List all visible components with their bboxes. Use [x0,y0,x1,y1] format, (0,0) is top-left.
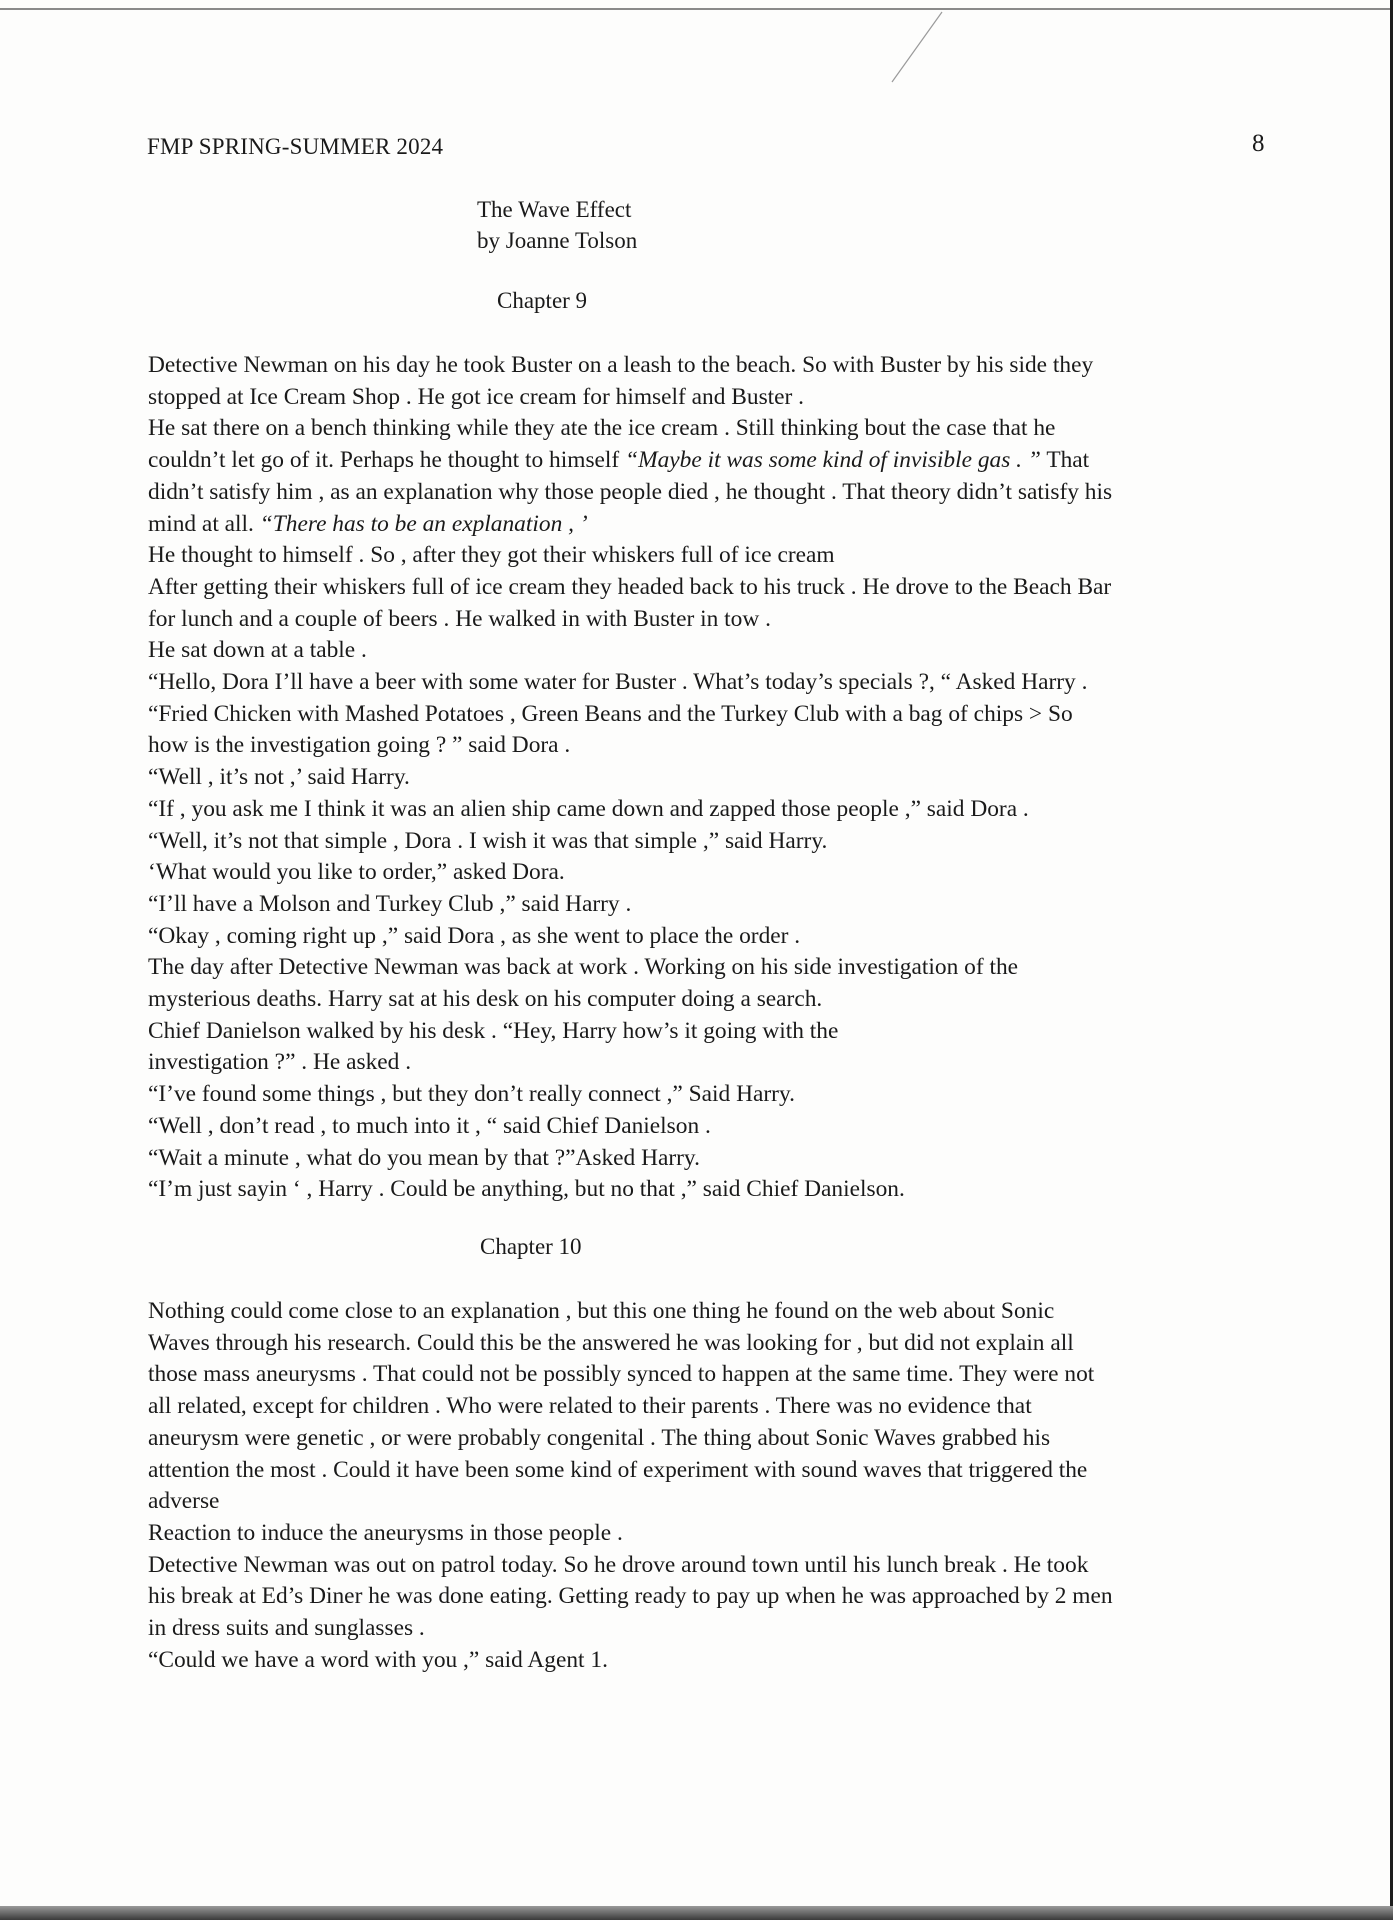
text-line: “I’m just sayin ‘ , Harry . Could be anything, but no that ,” said Chief Danielson. [148,1176,905,1203]
text-line: The day after Detective Newman was back at work . Working on his side investigation of the [148,954,1019,981]
story-title: The Wave Effect [477,197,632,222]
text-line: Detective Newman was out on patrol today. So he drove around town until his lunch break . He took [148,1551,1089,1578]
text-line: all related, except for children . Who were related to their parents . There was no evidence that [148,1393,1032,1420]
text-line: “If , you ask me I think it was an alien ship came down and zapped those people ,” said Dora . [148,795,1029,822]
chapter-9-text [148,350,1288,1206]
text-line: He sat down at a table . [148,637,367,664]
text-line: adverse [148,1488,220,1515]
text-line: Waves through his research. Could this be the answered he was looking for , but did not explain all [148,1329,1074,1356]
text-line: for lunch and a couple of beers . He walked in with Buster in tow . [148,605,771,632]
text-line: attention the most . Could it have been some kind of experiment with sound waves that triggered the [148,1456,1088,1483]
chapter-10-text [148,1296,1288,1676]
text-line: ‘What would you like to order,” asked Dora. [148,859,565,886]
italic-thought: “There has to be an explanation , ’ [259,510,588,537]
text-line: Reaction to induce the aneurysms in those people . [148,1519,623,1546]
text-line: investigation ?” . He asked . [148,1049,412,1076]
text-line: “I’ve found some things , but they don’t really connect ,” Said Harry. [148,1081,795,1108]
text-line [148,509,1288,541]
text-line: in dress suits and sunglasses . [148,1615,425,1642]
byline: by Joanne Tolson [477,228,638,253]
text-line: “Well , don’t read , to much into it , “ said Chief Danielson . [148,1112,711,1139]
text-line: “I’ll have a Molson and Turkey Club ,” said Harry . [148,890,632,917]
text-line: stopped at Ice Cream Shop . He got ice cream for himself and Buster . [148,383,805,410]
running-header: FMP SPRING-SUMMER 2024 [147,134,444,159]
text-line: “Hello, Dora I’ll have a beer with some water for Buster . What’s today’s specials ?, “ Asked Harry . [148,669,1088,696]
text-line: mysterious deaths. Harry sat at his desk on his computer doing a search. [148,986,823,1013]
text-line: how is the investigation going ? ” said Dora . [148,732,571,759]
text-line: He thought to himself . So , after they got their whiskers full of ice cream [148,542,835,569]
text-line: “Okay , coming right up ,” said Dora , as she went to place the order . [148,922,801,949]
scan-top-edge [0,8,1393,10]
text-line: Nothing could come close to an explanation , but this one thing he found on the web about Sonic [148,1298,1055,1324]
text-line [148,445,1288,477]
text-line: aneurysm were genetic , or were probably congenital . The thing about Sonic Waves grabbed his [148,1424,1051,1451]
scan-bottom-edge [0,1906,1393,1920]
text-line: “Wait a minute , what do you mean by that ?”Asked Harry. [148,1144,700,1171]
text-line: After getting their whiskers full of ice cream they headed back to his truck . He drove to the Beach Bar [148,573,1112,600]
title-block [477,194,637,256]
text-line: “Could we have a word with you ,” said Agent 1. [148,1646,608,1673]
chapter-10-heading: Chapter 10 [480,1234,582,1259]
text-line: “Well , it’s not ,’ said Harry. [148,764,410,791]
text-segment: couldn’t let go of it. Perhaps he thought to himself [148,447,626,474]
scan-pen-mark [880,10,960,90]
italic-thought: “Maybe it was some kind of invisible gas . ” [625,447,1041,474]
text-line: didn’t satisfy him , as an explanation why those people died , he thought . That theory didn’t satisfy his [148,478,1113,505]
text-line: “Well, it’s not that simple , Dora . I wish it was that simple ,” said Harry. [148,827,828,854]
text-line: those mass aneurysms . That could not be possibly synced to happen at the same time. They were not [148,1361,1095,1388]
chapter-9-heading: Chapter 9 [497,288,588,313]
text-line: Chief Danielson walked by his desk . “Hey, Harry how’s it going with the [148,1017,839,1044]
text-segment: mind at all. [148,510,260,537]
text-line: “Fried Chicken with Mashed Potatoes , Green Beans and the Turkey Club with a bag of chips > So [148,700,1073,727]
text-line: He sat there on a bench thinking while they ate the ice cream . Still thinking bout the case that he [148,415,1056,442]
text-line: his break at Ed’s Diner he was done eating. Getting ready to pay up when he was approached by 2 men [148,1583,1113,1610]
text-segment: That [1040,447,1090,474]
page-number: 8 [1252,130,1265,157]
text-line: Detective Newman on his day he took Buster on a leash to the beach. So with Buster by his side they [148,352,1094,378]
